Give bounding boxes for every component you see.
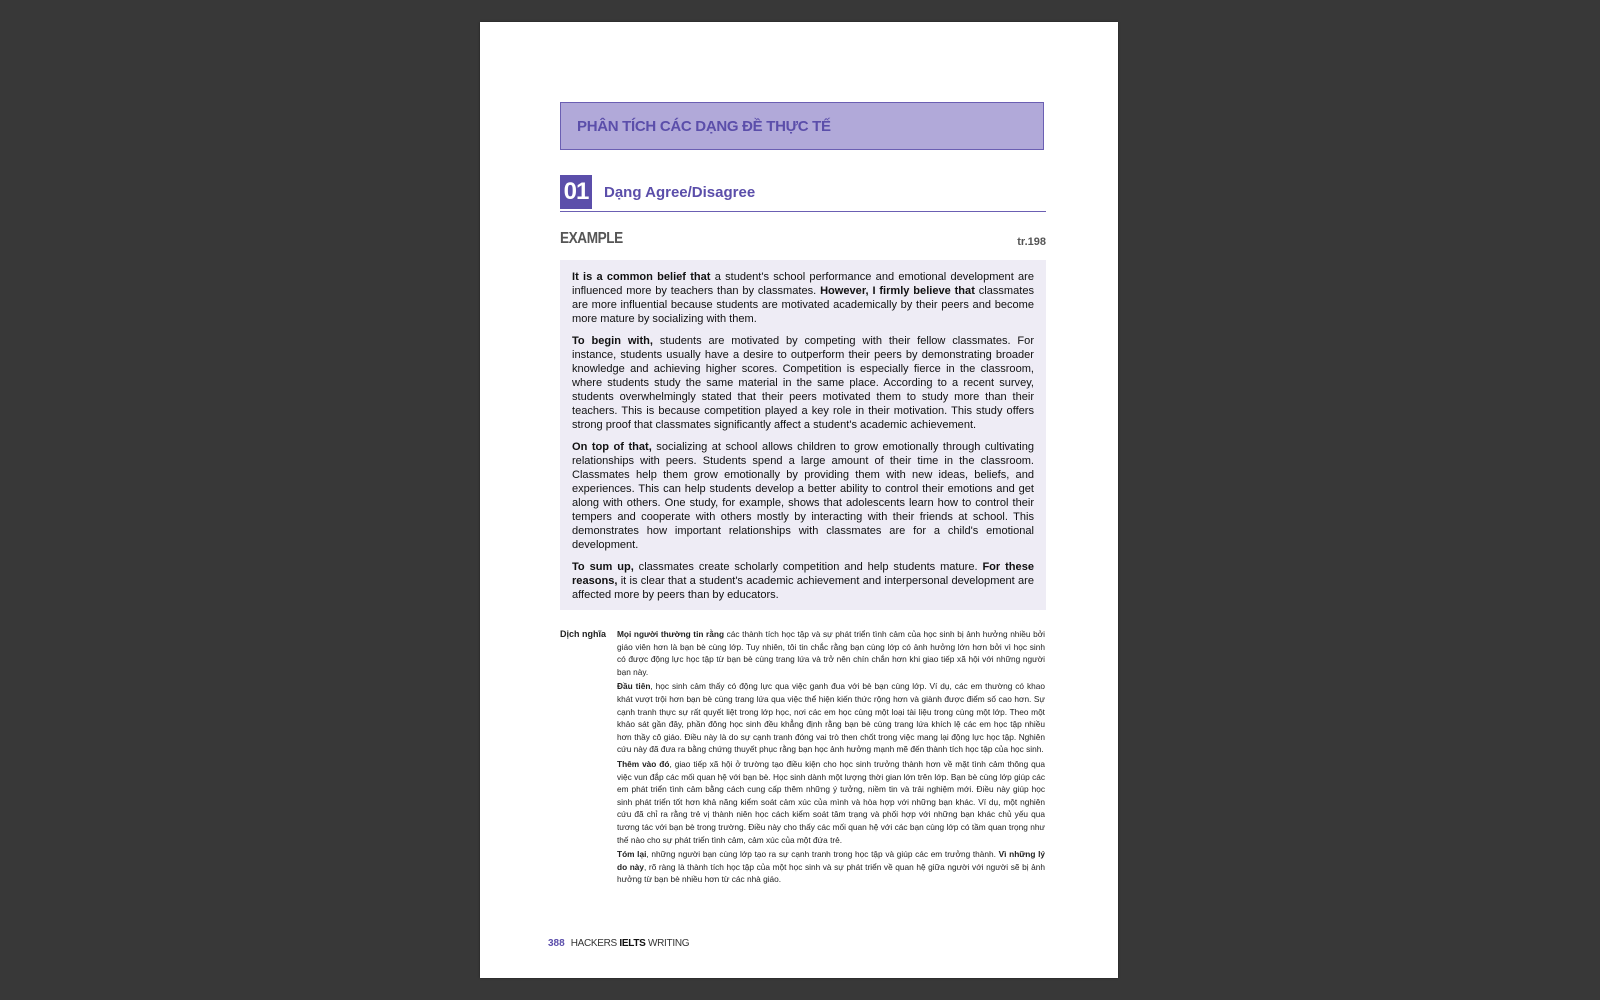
translation-paragraph-body-1: Đầu tiên, học sinh cảm thấy có động lực qua việc ganh đua với bè bạn cùng lớp. Ví dụ, các em thường có khao khát vượt trội hơn bạn bè cùng trang lứa qua việc thể hiện kiến thức rộng hơn và giành được điểm số cao hơn. Sự cạnh tranh thực sự rất quyết liệt trong lớp học, nơi các em học cùng một loại tài liệu trong cùng một lớp. Theo một khảo sát gần đây, phần đông học sinh đều khẳng định rằng bạn bè cùng trang lứa khích lệ các em học tập nhiều hơn thầy cô giáo. Điều này là do sự cạnh tranh đóng vai trò then chốt trong việc mang lại động lực học tập. Nghiên cứu này đã đưa ra bằng chứng thuyết phục rằng bạn học ảnh hưởng mạnh mẽ đến thành tích học tập của học sinh. (617, 681, 1045, 755)
translation-paragraph-conclusion: Tóm lại, những người bạn cùng lớp tạo ra sự cạnh tranh trong học tập và giúp các em trưởng thành. Vì những lý do này, rõ ràng là thành tích học tập của một học sinh và sự phát triển về quan hệ giữa người với người sẽ bị ảnh hưởng từ bạn bè nhiều hơn từ các nhà giáo. (617, 849, 1045, 885)
essay-paragraph-body-1: To begin with, students are motivated by competing with their fellow classmates. For instance, students usually have a desire to outperform their peers by demonstrating broader knowledge and achieving higher scores. Competition is especially fierce in the classroom, where students study the same material in the same place. According to a recent survey, students overwhelmingly stated that their peers motivated them to study more than their teachers. This is because competition played a key role in their motivation. This study offers strong proof that classmates significantly affect a student's academic achievement. (572, 335, 1035, 431)
page-number: 388 (548, 938, 565, 949)
page-footer (548, 938, 689, 949)
translation-label: Dịch nghĩa (560, 629, 607, 639)
translation-paragraph-body-2: Thêm vào đó, giao tiếp xã hội ở trường tạo điều kiện cho học sinh trưởng thành hơn về mặt tình cảm thông qua việc vun đắp các mối quan hệ với bạn bè. Học sinh dành một lượng thời gian lớn trên lớp. Bạn bè cùng lớp giúp các em phát triển tình cảm bằng cách cung cấp thêm những ý tưởng, niềm tin và trải nghiệm mới. Điều này giúp học sinh phát triển tốt hơn khả năng kiểm soát cảm xúc của mình và hòa hợp với những bạn khác. Ví dụ, một nghiên cứu đã chỉ ra rằng trẻ vị thành niên học cách kiểm soát tâm trạng và phối hợp với những bạn khác chủ yếu qua tương tác với bạn bè trong trường. Điều này cho thấy các mối quan hệ với các bạn cùng lớp có tầm quan trọng như thế nào cho sự phát triển tình cảm, cảm xúc của một đứa trẻ. (617, 758, 1046, 845)
essay-paragraph-conclusion: To sum up, classmates create scholarly competition and help students mature. For these reasons, it is clear that a student's academic achievement and interpersonal development are affected more by peers than by educators. (572, 561, 1034, 601)
translation-text (617, 628, 1045, 888)
example-essay (560, 260, 1046, 610)
document-page (480, 22, 1118, 978)
section-number: 01 (560, 175, 592, 209)
section-title: Dạng Agree/Disagree (604, 184, 756, 201)
essay-paragraph-intro: It is a common belief that a student's school performance and emotional development are influenced more by teachers than by classmates. However, I firmly believe that classmates are more influential because students are motivated academically by their peers and become more mature by socializing with them. (572, 271, 1034, 325)
book-title: HACKERS IELTS WRITING (570, 938, 690, 949)
page-reference: tr.198 (1017, 236, 1046, 248)
example-label: EXAMPLE (560, 230, 623, 247)
translation-paragraph-intro: Mọi người thường tin rằng các thành tích học tập và sự phát triển tình cảm của học sinh bị ảnh hưởng nhiều bởi giáo viên hơn là bạn bè cùng lớp. Tuy nhiên, tôi tin chắc rằng bạn cùng lớp có ảnh hưởng lớn hơn bởi vì học sinh có được động lực học tập từ bạn bè cùng trang lứa và trở nên chín chắn hơn khi giao tiếp xã hội với những người bạn này. (617, 629, 1045, 677)
section-heading (560, 175, 1046, 212)
banner-title: PHÂN TÍCH CÁC DẠNG ĐỀ THỰC TẾ (577, 117, 831, 135)
chapter-banner (560, 102, 1044, 150)
essay-paragraph-body-2: On top of that, socializing at school allows children to grow emotionally through cultivating relationships with peers. Students spend a large amount of their time in the classroom. Classmates help them grow emotionally by providing them with new ideas, beliefs, and experiences. This can help students develop a better ability to control their emotions and get along with others. One study, for example, shows that adolescents learn how to control their tempers and cooperate with others mostly by interacting with their friends at school. This demonstrates how important relationships with classmates are for a child's emotional development. (572, 441, 1035, 551)
